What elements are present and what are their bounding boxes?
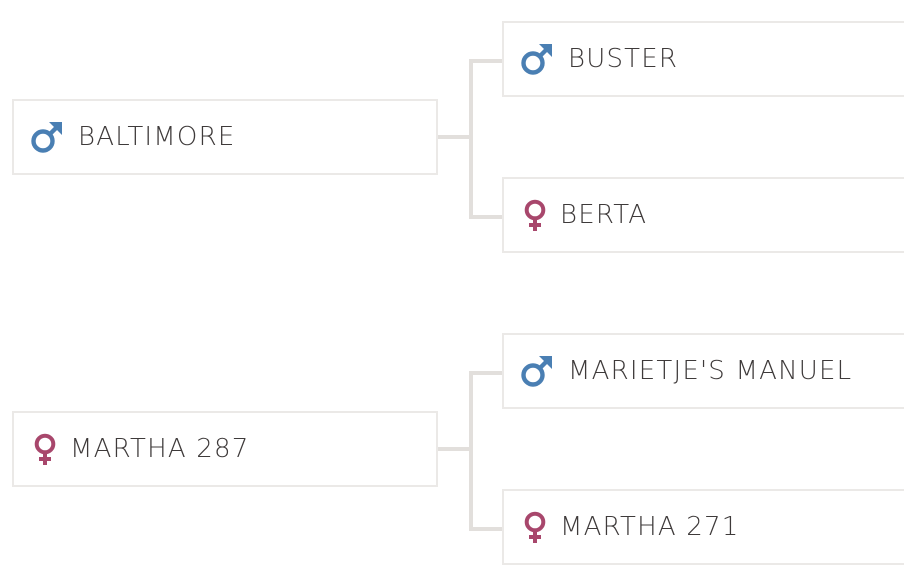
pedigree-node-sire[interactable] [502, 333, 904, 409]
connector-line [469, 59, 473, 219]
connector-line [438, 135, 473, 139]
connector-line [469, 527, 503, 531]
node-name: MARTHA 271 [560, 512, 740, 542]
pedigree-node-parent[interactable] [12, 411, 438, 487]
male-icon [520, 354, 554, 388]
connector-line [469, 215, 503, 219]
node-name: BERTA [560, 200, 648, 230]
male-icon [30, 120, 64, 154]
pedigree-node-sire[interactable] [502, 21, 904, 97]
connector-line [469, 371, 473, 531]
female-icon [518, 198, 552, 232]
pedigree-node-dam[interactable] [502, 489, 904, 565]
node-name: BALTIMORE [78, 122, 236, 152]
connector-line [469, 371, 503, 375]
connector-line [438, 447, 473, 451]
pedigree-node-parent[interactable] [12, 99, 438, 175]
node-name: MARIETJE'S MANUEL [568, 356, 853, 386]
connector-line [469, 59, 503, 63]
female-icon [28, 432, 62, 466]
male-icon [520, 42, 554, 76]
pedigree-node-dam[interactable] [502, 177, 904, 253]
node-name: MARTHA 287 [70, 434, 250, 464]
node-name: BUSTER [568, 44, 679, 74]
female-icon [518, 510, 552, 544]
